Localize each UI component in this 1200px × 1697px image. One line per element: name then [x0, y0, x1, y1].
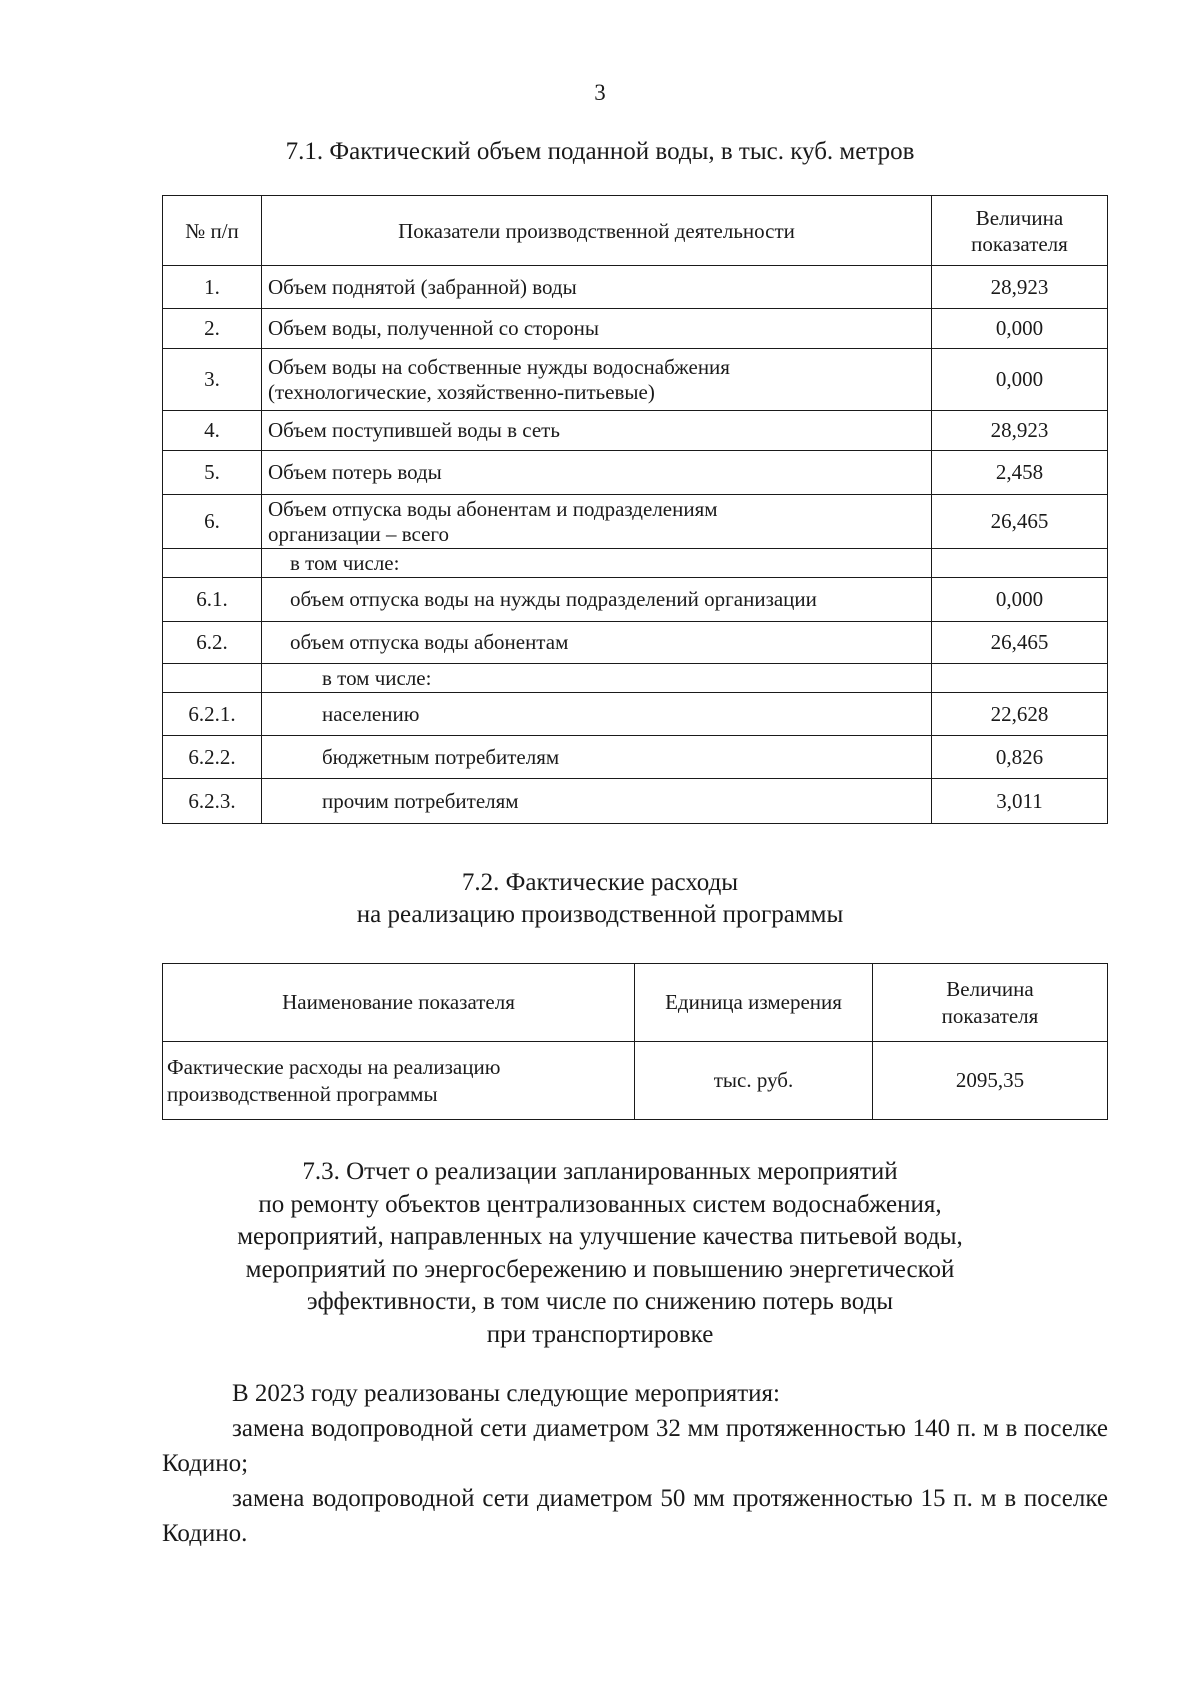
row-num: 6.2.3. [163, 779, 262, 824]
table-row [163, 451, 1108, 495]
measure-item-2: замена водопроводной сети диаметром 50 мм протяженностью 15 п. м в поселке Кодино. [162, 1485, 1108, 1547]
row-name: объем отпуска воды на нужды подразделений организации [262, 578, 932, 622]
row-value: 2095,35 [873, 1042, 1108, 1120]
table-row [163, 411, 1108, 451]
table-header-row [163, 196, 1108, 266]
table-row [163, 266, 1108, 309]
row-num: 1. [163, 266, 262, 309]
header-num: № п/п [163, 196, 262, 266]
row-num: 5. [163, 451, 262, 495]
row-name: объем отпуска воды абонентам [262, 622, 932, 664]
header-value: Величина показателя [932, 196, 1108, 266]
table-row [163, 1042, 1108, 1120]
table-row [163, 309, 1108, 349]
row-name: Фактические расходы на реализацию производственной программы [163, 1042, 635, 1120]
row-num: 6.2.1. [163, 693, 262, 736]
row-value: 0,000 [932, 309, 1108, 349]
header-indicator: Показатели производственной деятельности [262, 196, 932, 266]
table-row [163, 349, 1108, 411]
row-value: 2,458 [932, 451, 1108, 495]
row-name: Объем воды на собственные нужды водоснабжения (технологические, хозяйственно-питьевые) [262, 349, 932, 411]
row-name: в том числе: [262, 664, 932, 693]
row-name: Объем потерь воды [262, 451, 932, 495]
section-7-2-title: 7.2. Фактические расходы на реализацию производственной программы [356, 869, 844, 928]
table-header-row [163, 964, 1108, 1042]
section-7-3-title: 7.3. Отчет о реализации запланированных мероприятий по ремонту объектов централизованных систем водоснабжения, мероприятий, направленных на улучшение качества питьевой воды, мероприятий по энергосбережению и повышению энергетической эффективности, в том числе по снижению потерь воды при транспортировке [237, 1158, 963, 1348]
row-value: 3,011 [932, 779, 1108, 824]
row-name: Объем воды, полученной со стороны [262, 309, 932, 349]
table-row [163, 693, 1108, 736]
row-value [932, 549, 1108, 578]
row-value: 28,923 [932, 266, 1108, 309]
row-name: Объем поступившей воды в сеть [262, 411, 932, 451]
water-volume-table [162, 195, 1108, 824]
row-num: 6. [163, 495, 262, 549]
row-value: 0,000 [932, 578, 1108, 622]
row-value: 0,000 [932, 349, 1108, 411]
expenses-table [162, 963, 1108, 1120]
row-value: 22,628 [932, 693, 1108, 736]
measure-item-1: замена водопроводной сети диаметром 32 мм протяженностью 140 п. м в поселке Кодино; [162, 1415, 1108, 1477]
intro-paragraph: В 2023 году реализованы следующие мероприятия: [232, 1380, 780, 1407]
row-num: 4. [163, 411, 262, 451]
row-num: 6.2. [163, 622, 262, 664]
row-value: 26,465 [932, 622, 1108, 664]
header-unit: Единица измерения [635, 964, 873, 1042]
section-7-1-title: 7.1. Фактический объем поданной воды, в тыс. куб. метров [285, 138, 915, 165]
row-name: прочим потребителям [262, 779, 932, 824]
row-value: 26,465 [932, 495, 1108, 549]
row-name: бюджетным потребителям [262, 736, 932, 779]
page-number: 3 [594, 80, 606, 105]
row-unit: тыс. руб. [635, 1042, 873, 1120]
row-name: Объем отпуска воды абонентам и подразделениям организации – всего [262, 495, 932, 549]
row-num: 3. [163, 349, 262, 411]
table-row [163, 664, 1108, 693]
row-num: 6.1. [163, 578, 262, 622]
row-num: 6.2.2. [163, 736, 262, 779]
row-num [163, 549, 262, 578]
row-value [932, 664, 1108, 693]
header-value: Величина показателя [873, 964, 1108, 1042]
row-value: 0,826 [932, 736, 1108, 779]
table-row [163, 779, 1108, 824]
row-value: 28,923 [932, 411, 1108, 451]
table-row [163, 495, 1108, 549]
header-name: Наименование показателя [163, 964, 635, 1042]
row-name: населению [262, 693, 932, 736]
row-name: в том числе: [262, 549, 932, 578]
table-row [163, 736, 1108, 779]
table-row [163, 578, 1108, 622]
row-num [163, 664, 262, 693]
table-row [163, 549, 1108, 578]
row-num: 2. [163, 309, 262, 349]
row-name: Объем поднятой (забранной) воды [262, 266, 932, 309]
table-row [163, 622, 1108, 664]
